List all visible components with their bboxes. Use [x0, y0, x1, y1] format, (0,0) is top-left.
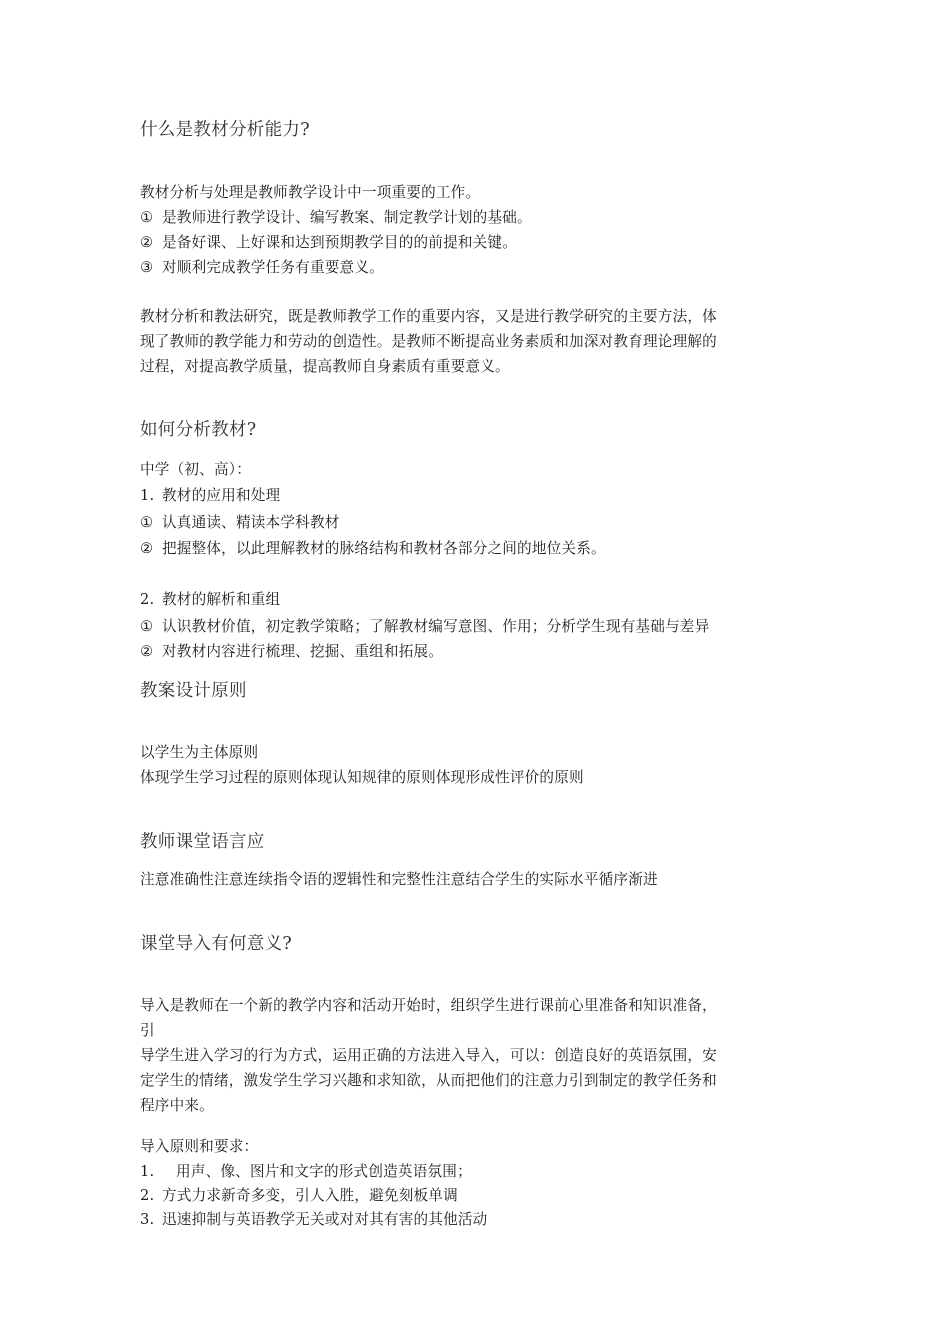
list-item	[140, 1160, 472, 1181]
section-heading-how-to-analyze: 如何分析教材?	[140, 420, 257, 440]
paragraph-line: 导入是教师在一个新的教学内容和活动开始时，组织学生进行课前心里准备和知识准备，	[140, 997, 717, 1014]
paragraph-line: 程序中来。	[140, 1097, 214, 1114]
list-marker: 1.	[140, 487, 155, 504]
list-item	[140, 206, 532, 227]
list-marker: ③	[140, 259, 154, 276]
list-marker: ②	[140, 540, 154, 557]
paragraph-line: 以学生为主体原则	[140, 744, 259, 761]
list-marker: 3.	[140, 1211, 155, 1228]
paragraph-line: 定学生的情绪，激发学生学习兴趣和求知欲，从而把他们的注意力引到制定的教学任务和	[140, 1072, 717, 1089]
paragraph-line: 现了教师的教学能力和劳动的创造性。是教师不断提高业务素质和加深对教育理论理解的	[140, 333, 717, 350]
list-marker: ①	[140, 514, 154, 531]
list-item	[140, 1208, 487, 1229]
group-title-text: 教材的应用和处理	[162, 487, 281, 504]
list-item	[140, 256, 384, 277]
principles-title: 导入原则和要求：	[140, 1138, 259, 1155]
list-marker: ①	[140, 618, 154, 635]
section-heading-lesson-design: 教案设计原则	[140, 681, 247, 701]
paragraph-line: 教材分析和教法研究，既是教师教学工作的重要内容，又是进行教学研究的主要方法，体	[140, 308, 717, 325]
group-title	[140, 588, 280, 609]
list-item-text: 认识教材价值，初定教学策略；了解教材编写意图、作用；分析学生现有基础与差异	[162, 618, 710, 635]
list-item-text: 方式力求新奇多变，引人入胜，避免刻板单调	[162, 1187, 458, 1204]
list-marker: ②	[140, 234, 154, 251]
list-marker: ①	[140, 209, 154, 226]
section1-intro: 教材分析与处理是教师教学设计中一项重要的工作。	[140, 184, 481, 201]
paragraph-line: 导学生进入学习的行为方式，运用正确的方法进入导入，可以：创造良好的英语氛围，安	[140, 1047, 717, 1064]
list-item-text: 迅速抑制与英语教学无关或对对其有害的其他活动	[162, 1211, 488, 1228]
group-title-text: 教材的解析和重组	[162, 591, 281, 608]
list-item-text: 对教材内容进行梳理、挖掘、重组和拓展。	[162, 643, 444, 660]
level-label: 中学（初、高）：	[140, 461, 252, 478]
list-item-text: 对顺利完成教学任务有重要意义。	[162, 259, 384, 276]
list-marker: 2.	[140, 1187, 155, 1204]
list-item-text: 用声、像、图片和文字的形式创造英语氛围；	[176, 1163, 472, 1180]
paragraph-line: 引	[140, 1022, 155, 1039]
section-heading-what-is-analysis: 什么是教材分析能力?	[140, 120, 310, 140]
list-item-text: 认真通读、精读本学科教材	[162, 514, 340, 531]
list-item	[140, 231, 517, 252]
list-item	[140, 511, 340, 532]
list-item	[140, 640, 443, 661]
list-item	[140, 537, 606, 558]
list-item-text: 把握整体，以此理解教材的脉络结构和教材各部分之间的地位关系。	[162, 540, 606, 557]
list-item-text: 是备好课、上好课和达到预期教学目的的前提和关键。	[162, 234, 518, 251]
list-item	[140, 1184, 458, 1205]
section-heading-lesson-intro: 课堂导入有何意义?	[140, 934, 293, 954]
paragraph-line: 过程，对提高教学质量，提高教师自身素质有重要意义。	[140, 358, 510, 375]
list-marker: 2.	[140, 591, 155, 608]
paragraph-line: 注意准确性注意连续指令语的逻辑性和完整性注意结合学生的实际水平循序渐进	[140, 871, 658, 888]
group-title	[140, 484, 280, 505]
paragraph-line: 体现学生学习过程的原则体现认知规律的原则体现形成性评价的原则	[140, 769, 584, 786]
list-item	[140, 615, 709, 636]
section-heading-classroom-language: 教师课堂语言应	[140, 832, 265, 852]
list-item-text: 是教师进行教学设计、编写教案、制定教学计划的基础。	[162, 209, 532, 226]
list-marker: ②	[140, 643, 154, 660]
list-marker: 1.	[140, 1163, 155, 1180]
